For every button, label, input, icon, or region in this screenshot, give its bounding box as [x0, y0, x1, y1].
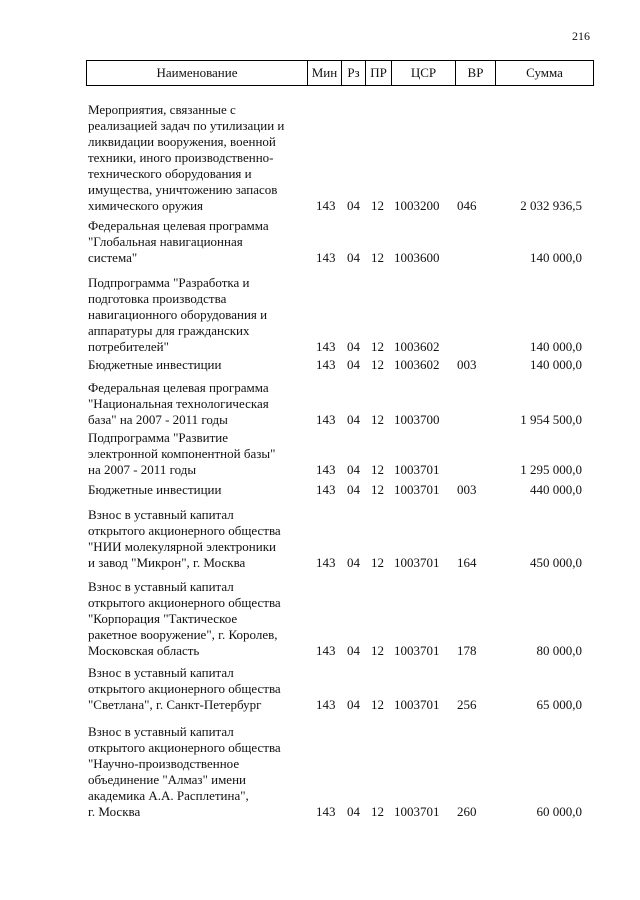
row-name: Взнос в уставный капитал открытого акционерного общества "НИИ молекулярной электроники и завод "Микрон", г. Москва [88, 507, 281, 570]
row-name: Бюджетные инвестиции [88, 357, 222, 372]
cell-vr: 003 [457, 482, 477, 497]
cell-min: 143 [316, 555, 336, 570]
cell-csr: 1003701 [394, 697, 440, 712]
cell-min: 143 [316, 462, 336, 477]
cell-rz: 04 [347, 462, 360, 477]
cell-min: 143 [316, 804, 336, 819]
cell-csr: 1003700 [394, 412, 440, 427]
row-codes [0, 462, 640, 478]
header-sum: Сумма [526, 65, 563, 80]
row-name: Подпрограмма "Разработка и подготовка производства навигационного оборудования и аппаратуры для гражданских потребителей" [88, 275, 268, 354]
cell-pr: 12 [371, 804, 384, 819]
cell-min: 143 [316, 643, 336, 658]
cell-csr: 1003600 [394, 250, 440, 265]
cell-sum: 80 000,0 [536, 643, 582, 658]
row-name: Подпрограмма "Развитие электронной компонентной базы" на 2007 - 2011 годы [88, 430, 276, 477]
cell-min: 143 [316, 250, 336, 265]
cell-min: 143 [316, 357, 336, 372]
cell-pr: 12 [371, 198, 384, 213]
row-codes [0, 643, 640, 659]
header-csr: ЦСР [392, 61, 456, 85]
cell-pr: 12 [371, 339, 384, 354]
table-row [0, 665, 640, 713]
cell-rz: 04 [347, 804, 360, 819]
header-rz: Рз [342, 61, 366, 85]
cell-csr: 1003701 [394, 462, 440, 477]
cell-sum: 65 000,0 [536, 697, 582, 712]
row-codes [0, 804, 640, 820]
cell-vr: 046 [457, 198, 477, 213]
row-name: Взнос в уставный капитал открытого акционерного общества "Научно-производственное объединение "Алмаз" имени академика А.А. Расплетина", г. Москва [88, 724, 281, 819]
header-vr: ВР [456, 61, 496, 85]
header-min: Мин [308, 61, 342, 85]
row-name: Мероприятия, связанные с реализацией задач по утилизации и ликвидации вооружения, военной техники, иного производственно- технического оборудования и имущества, уничтожению запасов химического оружия [88, 102, 285, 213]
table-row [0, 579, 640, 659]
cell-csr: 1003701 [394, 804, 440, 819]
table-row [0, 357, 640, 373]
cell-rz: 04 [347, 412, 360, 427]
row-name: Взнос в уставный капитал открытого акционерного общества "Корпорация "Тактическое ракетное вооружение", г. Королев, Московская область [88, 579, 281, 658]
cell-pr: 12 [371, 643, 384, 658]
row-name: Взнос в уставный капитал открытого акционерного общества "Светлана", г. Санкт-Петербург [88, 665, 281, 712]
cell-pr: 12 [371, 555, 384, 570]
table-row [0, 275, 640, 355]
row-codes [0, 555, 640, 571]
cell-min: 143 [316, 482, 336, 497]
cell-min: 143 [316, 198, 336, 213]
cell-vr: 178 [457, 643, 477, 658]
cell-pr: 12 [371, 482, 384, 497]
row-codes [0, 697, 640, 713]
cell-sum: 2 032 936,5 [520, 198, 582, 213]
header-name: Наименование [87, 61, 308, 85]
cell-pr: 12 [371, 462, 384, 477]
table-row [0, 482, 640, 498]
cell-vr: 260 [457, 804, 477, 819]
cell-csr: 1003602 [394, 339, 440, 354]
cell-rz: 04 [347, 482, 360, 497]
cell-sum: 1 954 500,0 [520, 412, 582, 427]
cell-sum: 440 000,0 [530, 482, 582, 497]
table-header [86, 60, 594, 86]
table-row [0, 507, 640, 571]
row-name: Федеральная целевая программа "Национальная технологическая база" на 2007 - 2011 годы [88, 380, 269, 427]
cell-pr: 12 [371, 250, 384, 265]
cell-rz: 04 [347, 339, 360, 354]
row-codes [0, 198, 640, 214]
cell-rz: 04 [347, 555, 360, 570]
cell-pr: 12 [371, 357, 384, 372]
table-row [0, 102, 640, 214]
cell-vr: 164 [457, 555, 477, 570]
cell-pr: 12 [371, 412, 384, 427]
cell-sum: 60 000,0 [536, 804, 582, 819]
table-row [0, 380, 640, 428]
cell-csr: 1003701 [394, 482, 440, 497]
cell-rz: 04 [347, 643, 360, 658]
cell-vr: 256 [457, 697, 477, 712]
cell-min: 143 [316, 339, 336, 354]
cell-csr: 1003701 [394, 643, 440, 658]
cell-vr: 003 [457, 357, 477, 372]
cell-sum: 450 000,0 [530, 555, 582, 570]
row-codes [0, 412, 640, 428]
cell-pr: 12 [371, 697, 384, 712]
cell-csr: 1003701 [394, 555, 440, 570]
cell-min: 143 [316, 412, 336, 427]
table-row [0, 724, 640, 820]
cell-min: 143 [316, 697, 336, 712]
cell-csr: 1003602 [394, 357, 440, 372]
row-codes [0, 339, 640, 355]
row-codes [0, 357, 640, 373]
row-name: Федеральная целевая программа "Глобальная навигационная система" [88, 218, 269, 265]
row-codes [0, 482, 640, 498]
cell-csr: 1003200 [394, 198, 440, 213]
table-row [0, 430, 640, 478]
cell-sum: 140 000,0 [530, 339, 582, 354]
table-row [0, 218, 640, 266]
row-codes [0, 250, 640, 266]
row-name: Бюджетные инвестиции [88, 482, 222, 497]
header-pr: ПР [366, 61, 392, 85]
page-number: 216 [572, 29, 590, 43]
cell-rz: 04 [347, 697, 360, 712]
cell-rz: 04 [347, 357, 360, 372]
cell-rz: 04 [347, 250, 360, 265]
cell-rz: 04 [347, 198, 360, 213]
cell-sum: 1 295 000,0 [520, 462, 582, 477]
cell-sum: 140 000,0 [530, 357, 582, 372]
cell-sum: 140 000,0 [530, 250, 582, 265]
